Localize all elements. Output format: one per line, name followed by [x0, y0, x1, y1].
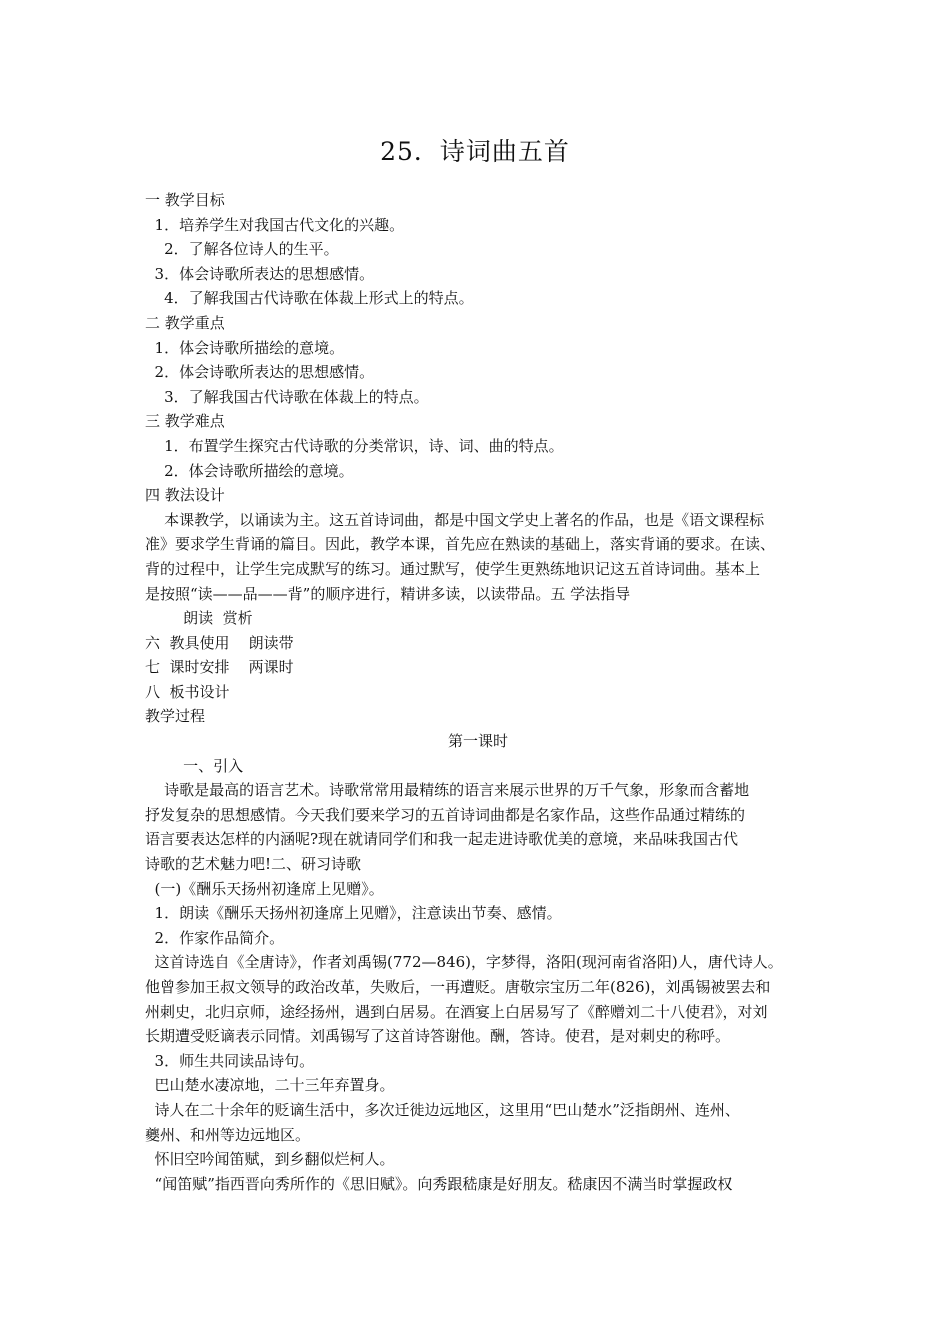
text-line: 1．朗读《酬乐天扬州初逢席上见赠》，注意读出节奏、感情。 — [145, 904, 562, 923]
text-line: 七 课时安排 两课时 — [145, 658, 294, 677]
text-line: 3．师生共同读品诗句。 — [145, 1051, 315, 1070]
text-line: 六 教具使用 朗读带 — [145, 633, 294, 652]
paragraph-line: 长期遭受贬谪表示同情。刘禹锡写了这首诗答谢他。酬，答诗。使君，是对刺史的称呼。 — [145, 1027, 731, 1046]
focus-item: 1．体会诗歌所描绘的意境。 — [145, 338, 345, 357]
poem-line: 怀旧空吟闻笛赋，到乡翻似烂柯人。 — [145, 1150, 395, 1169]
section-heading-method: 四 教法设计 — [145, 486, 225, 505]
poem-line: 巴山楚水凄凉地，二十三年弃置身。 — [145, 1076, 395, 1095]
text-line: 教学过程 — [145, 707, 206, 726]
paragraph-line: 诗人在二十余年的贬谪生活中，多次迁徙边远地区，这里用“巴山楚水”泛指朗州、连州、 — [145, 1100, 740, 1119]
text-line: 八 板书设计 — [145, 682, 230, 701]
difficulty-item: 1．布置学生探究古代诗歌的分类常识，诗、词、曲的特点。 — [145, 436, 564, 455]
focus-item: 3．了解我国古代诗歌在体裁上的特点。 — [145, 387, 429, 406]
section-heading-objectives: 一 教学目标 — [145, 191, 225, 209]
paragraph-line: 诗歌是最高的语言艺术。诗歌常常用最精练的语言来展示世界的万千气象，形象而含蓄地 — [145, 781, 750, 800]
objective-item: 2．了解各位诗人的生平。 — [145, 240, 339, 259]
objective-item: 1．培养学生对我国古代文化的兴趣。 — [145, 215, 405, 234]
paragraph-line: 诗歌的艺术魅力吧!二、研习诗歌 — [145, 855, 362, 874]
paragraph-line: 语言要表达怎样的内涵呢?现在就请同学们和我一起走进诗歌优美的意境，来品味我国古代 — [145, 830, 739, 849]
paragraph-line: 是按照“读——品——背”的顺序进行，精讲多读，以读带品。五 学法指导 — [145, 584, 631, 603]
paragraph-line: 州刺史，北归京师，途经扬州，遇到白居易。在酒宴上白居易写了《醉赠刘二十八使君》，对刘 — [145, 1002, 768, 1021]
paragraph-line: 他曾参加王叔文领导的政治改革，失败后，一再遭贬。唐敬宗宝历二年(826)，刘禹锡被罢去和 — [145, 978, 771, 996]
section-heading-focus: 二 教学重点 — [145, 313, 225, 332]
section-heading-difficulty: 三 教学难点 — [145, 412, 225, 431]
objective-item: 4．了解我国古代诗歌在体裁上形式上的特点。 — [145, 289, 474, 308]
difficulty-item: 2．体会诗歌所描绘的意境。 — [145, 461, 354, 480]
document-title: 25．诗词曲五首 — [380, 137, 570, 166]
lesson-heading: 第一课时 — [447, 732, 508, 751]
paragraph-line: 这首诗选自《全唐诗》，作者刘禹锡(772—846)，字梦得，洛阳(现河南省洛阳)人，唐代诗人。 — [145, 953, 783, 972]
paragraph-line: 本课教学，以诵读为主。这五首诗词曲，都是中国文学史上著名的作品，也是《语文课程标 — [145, 510, 765, 529]
paragraph-line: 准》要求学生背诵的篇目。因此，教学本课，首先应在熟读的基础上，落实背诵的要求。在读、 — [145, 535, 776, 554]
intro-heading: 一、引入 — [145, 756, 244, 775]
paragraph-line: 背的过程中，让学生完成默写的练习。通过默写，使学生更熟练地识记这五首诗词曲。基本上 — [145, 559, 761, 578]
text-line: 朗读 赏析 — [145, 609, 253, 628]
text-line: 2．作家作品简介。 — [145, 928, 285, 947]
paragraph-line: 夔州、和州等边远地区。 — [145, 1125, 311, 1144]
objective-item: 3．体会诗歌所表达的思想感情。 — [145, 264, 375, 283]
paragraph-line: 抒发复杂的思想感情。今天我们要来学习的五首诗词曲都是名家作品，这些作品通过精练的 — [145, 805, 746, 824]
paragraph-line: “闻笛赋”指西晋向秀所作的《思旧赋》。向秀跟嵇康是好朋友。嵇康因不满当时掌握政权 — [145, 1174, 733, 1193]
text-line: (一)《酬乐天扬州初逢席上见赠》。 — [145, 879, 384, 898]
document-body — [145, 188, 811, 1196]
focus-item: 2．体会诗歌所表达的思想感情。 — [145, 363, 375, 382]
